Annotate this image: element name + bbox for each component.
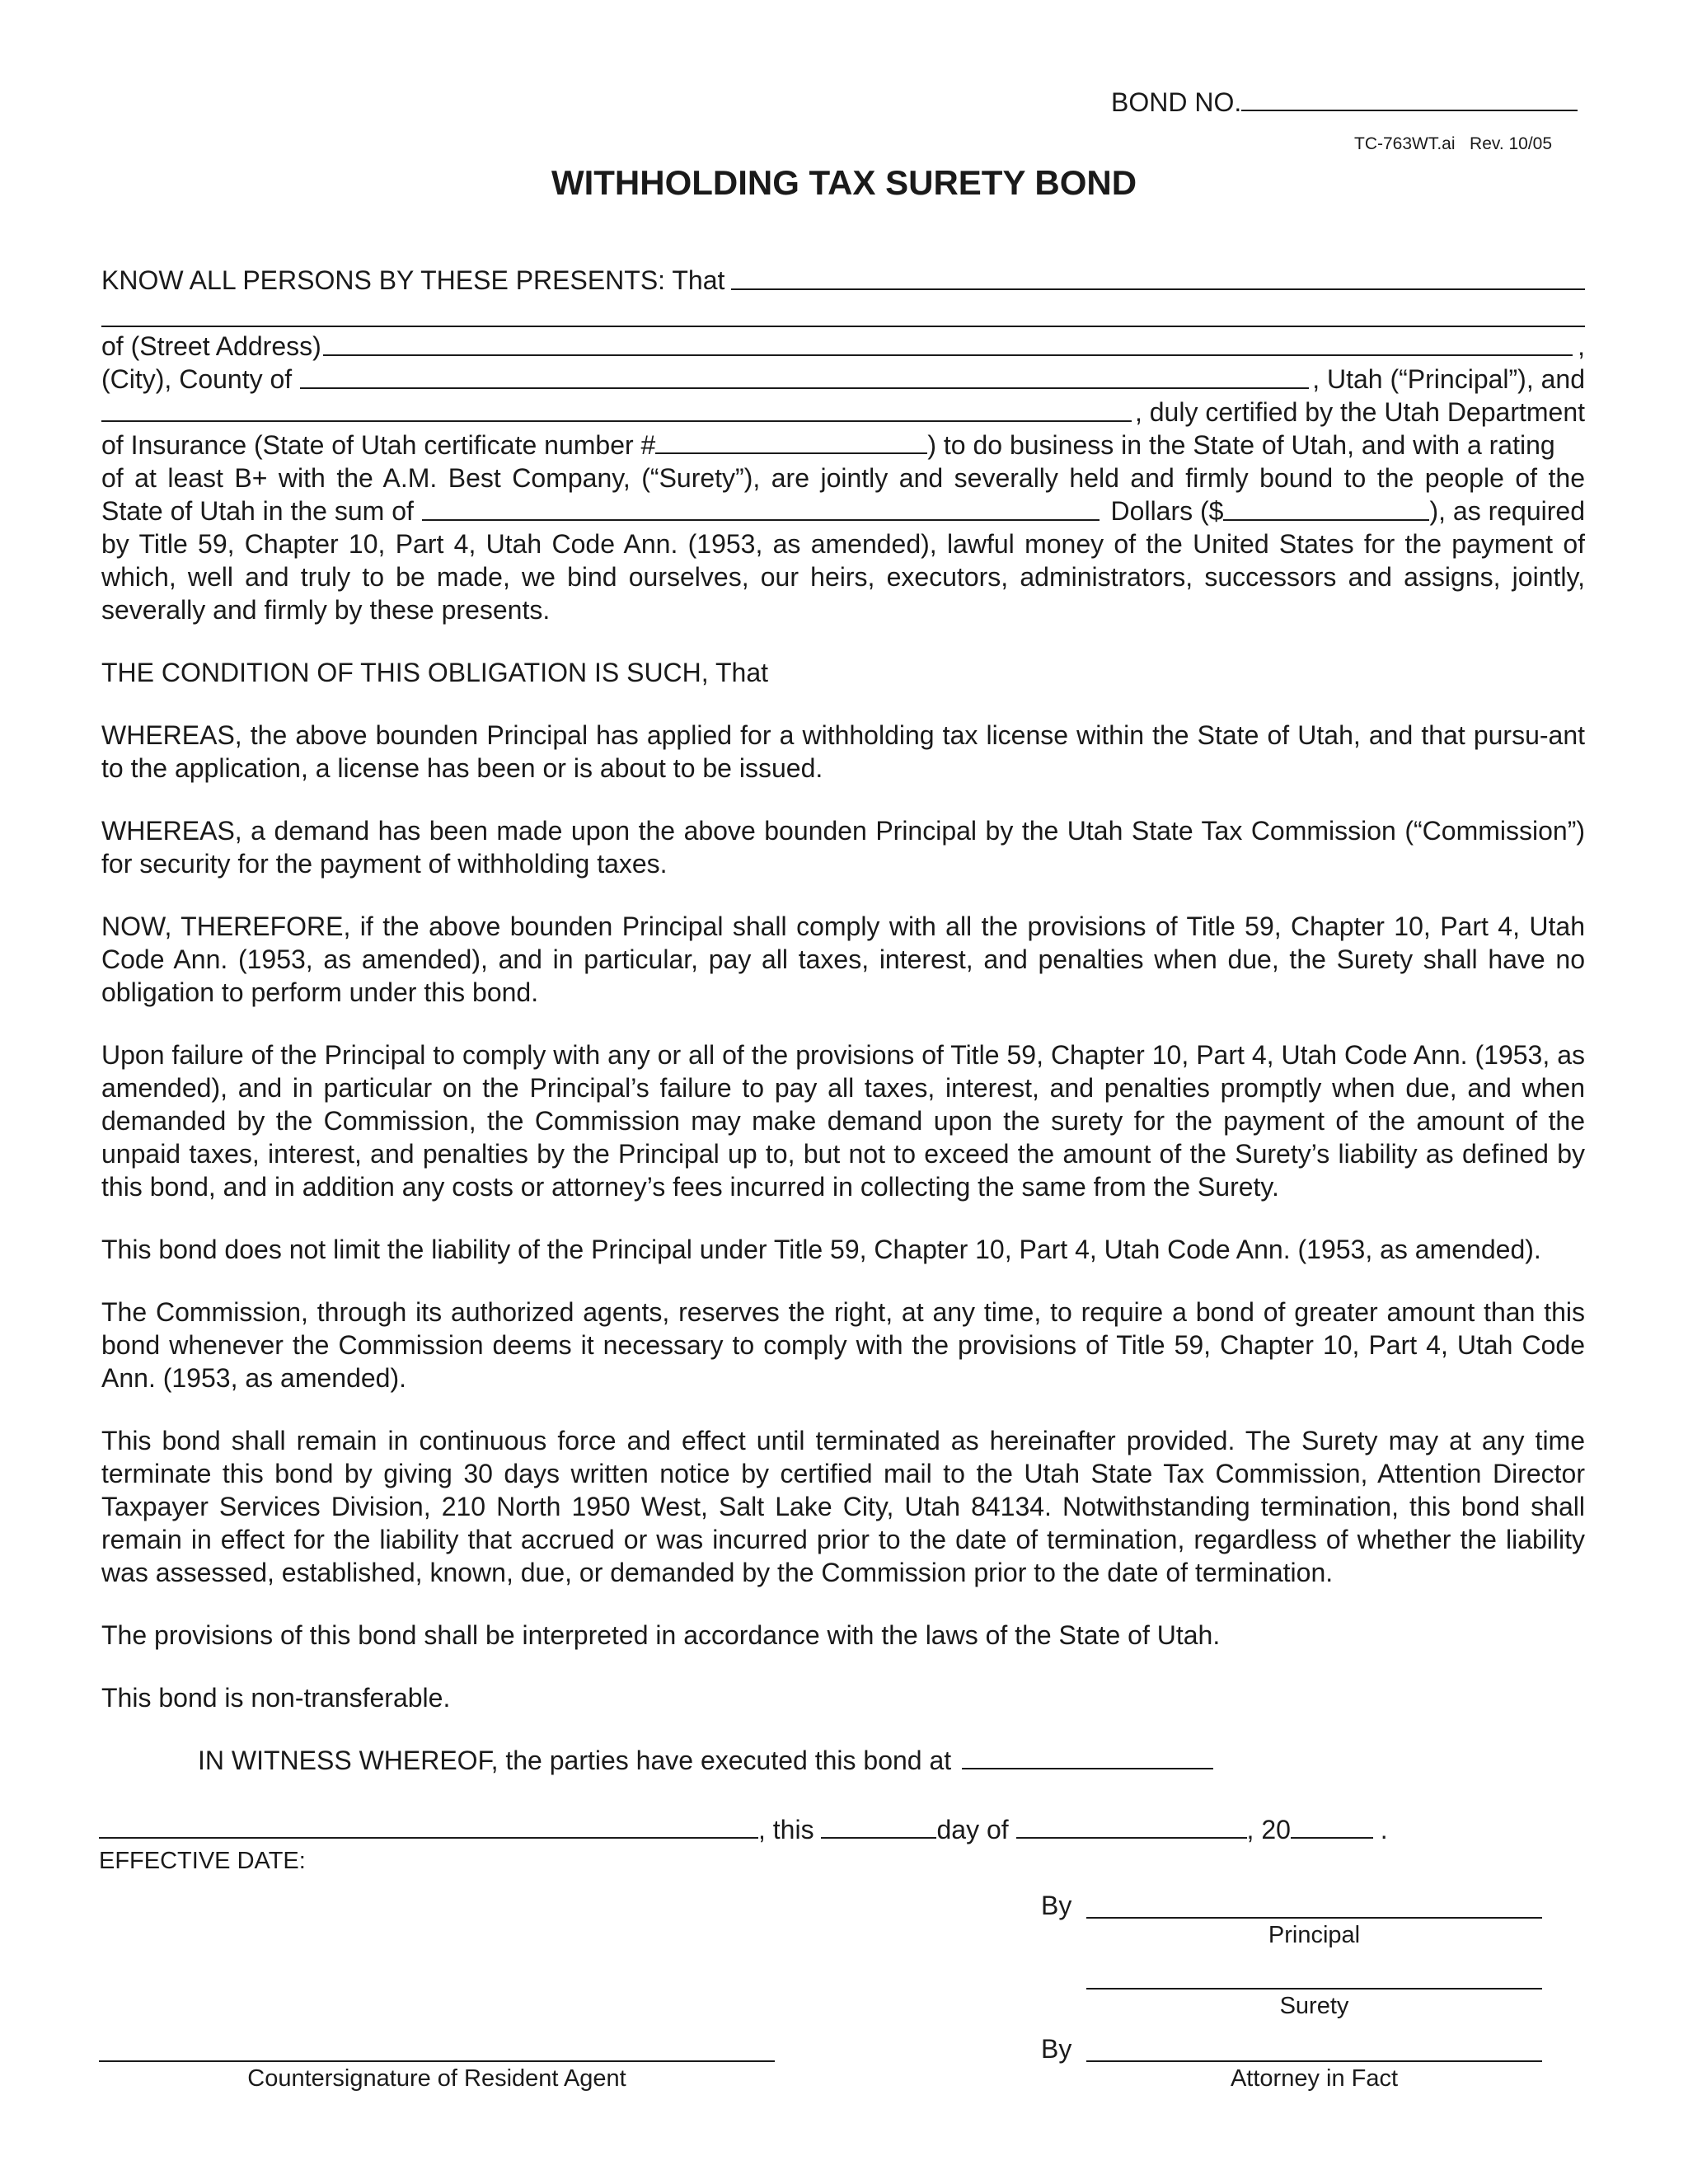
surety-name-field[interactable] xyxy=(101,420,1132,422)
principal-name-field[interactable] xyxy=(731,288,1585,290)
non-transferable-paragraph: This bond is non-transferable. xyxy=(101,1683,451,1713)
rating-row xyxy=(101,462,1585,494)
month-field[interactable] xyxy=(1016,1836,1247,1839)
execution-place-field[interactable] xyxy=(99,1836,758,1839)
dollars-label: Dollars ($ xyxy=(1110,496,1224,526)
rating-text: of at least B+ with the A.M. Best Company, (“Surety”), are jointly and severally held and firmly bound to the people of the xyxy=(101,463,1585,493)
witness-label: IN WITNESS WHEREOF, the parties have executed this bond at xyxy=(198,1746,952,1775)
sum-words-field[interactable] xyxy=(422,519,1100,521)
to-do-business-label: ) to do business in the State of Utah, and with a rating xyxy=(927,430,1555,460)
execution-date-row xyxy=(99,1813,1388,1846)
twenty-label: , 20 xyxy=(1246,1815,1291,1844)
as-required-label: ), as required xyxy=(1429,496,1585,526)
know-all-label: KNOW ALL PERSONS BY THESE PRESENTS: That xyxy=(101,265,725,295)
day-field[interactable] xyxy=(821,1836,936,1839)
insurance-cert-text: of Insurance (State of Utah certificate number # xyxy=(101,430,656,460)
street-address-comma: , xyxy=(1578,331,1585,361)
period-label: . xyxy=(1380,1815,1388,1844)
street-address-label: of (Street Address) xyxy=(101,331,321,361)
principal-caption: Principal xyxy=(1268,1922,1361,1948)
duly-certified-label: , duly certified by the Utah Department xyxy=(1134,397,1585,427)
now-therefore-paragraph: NOW, THEREFORE, if the above bounden Principal shall comply with all the provisions of Title 59, Chapter 10, Part 4, Utah Code Ann. (1953, as amended), and in particular, pay all taxes, interest, and penalties when due, the Surety shall have no obligation to perform under this bond. xyxy=(101,912,1585,1007)
continuous-force-paragraph: This bond shall remain in continuous force and effect until terminated as hereinafter provided. The Surety may at any time terminate this bond by giving 30 days written notice by certified mail to the Utah State Tax Commission, Attention Director Taxpayer Services Division, 210 North 1950 West, Salt Lake City, Utah 84134. Notwithstanding termination, this bond shall remain in effect for the liability that accrued or was incurred prior to the date of termination, regardless of whether the liability was assessed, established, known, due, or demanded by the Commission prior to the date of termination. xyxy=(101,1426,1585,1587)
form-id: TC-763WT.ai Rev. 10/05 xyxy=(1354,134,1553,153)
witness-row xyxy=(198,1744,1213,1777)
condition-paragraph: THE CONDITION OF THIS OBLIGATION IS SUCH, That xyxy=(101,658,768,687)
by-principal-label: By xyxy=(1041,1891,1072,1920)
whereas-demand-paragraph: WHEREAS, a demand has been made upon the above bounden Principal by the Utah State Tax Commission (“Commission”) for security for the payment of withholding taxes. xyxy=(101,816,1585,879)
principal-signature-field[interactable] xyxy=(1086,1917,1542,1919)
countersignature-caption: Countersignature of Resident Agent xyxy=(247,2065,626,2092)
attorney-signature-field[interactable] xyxy=(1086,2060,1542,2062)
executed-location-field[interactable] xyxy=(962,1767,1213,1769)
not-limit-paragraph: This bond does not limit the liability of the Principal under Title 59, Chapter 10, Part 4, Utah Code Ann. (1953, as amended). xyxy=(101,1235,1541,1264)
certificate-number-field[interactable] xyxy=(655,452,927,454)
county-field[interactable] xyxy=(300,387,1309,389)
provisions-paragraph: The provisions of this bond shall be interpreted in accordance with the laws of the State of Utah. xyxy=(101,1620,1221,1650)
attorney-caption: Attorney in Fact xyxy=(1230,2065,1399,2092)
street-address-row xyxy=(101,330,1585,363)
sum-amount-field[interactable] xyxy=(1223,518,1429,521)
title59-paragraph: by Title 59, Chapter 10, Part 4, Utah Code Ann. (1953, as amended), lawful money of the United States for the payment of which, well and truly to be made, we bind ourselves, our heirs, executors, administrators, successors and assigns, jointly, severally and firmly by these presents. xyxy=(101,529,1585,625)
sum-of-label: State of Utah in the sum of xyxy=(101,496,414,526)
sum-row xyxy=(101,494,1585,527)
surety-name-row xyxy=(101,396,1585,429)
city-county-row xyxy=(101,363,1585,396)
upon-failure-paragraph: Upon failure of the Principal to comply with any or all of the provisions of Title 59, Chapter 10, Part 4, Utah Code Ann. (1953, as amended), and in particular on the Principal’s failure to pay all taxes, interest, and penalties promptly when due, and when demanded by the Commission, the Commission may make demand upon the surety for the payment of the amount of the unpaid taxes, interest, and penalties by the Principal up to, but not to exceed the amount of the Surety’s liability as defined by this bond, and in addition any costs or attorney’s fees incurred in collecting the same from the Surety. xyxy=(101,1040,1585,1202)
this-label: , this xyxy=(758,1815,814,1844)
commission-right-paragraph: The Commission, through its authorized agents, reserves the right, at any time, to require a bond of greater amount than this bond whenever the Commission deems it necessary to comply with the provisions of Title 59, Chapter 10, Part 4, Utah Code Ann. (1953, as amended). xyxy=(101,1297,1585,1393)
effective-date-label: EFFECTIVE DATE: xyxy=(99,1848,306,1874)
surety-caption: Surety xyxy=(1279,1993,1349,2019)
countersignature-field[interactable] xyxy=(99,2060,775,2062)
bond-number-row xyxy=(1111,86,1578,119)
know-all-row xyxy=(101,264,1585,297)
surety-signature-field[interactable] xyxy=(1086,1988,1542,1990)
page-title: WITHHOLDING TAX SURETY BOND xyxy=(551,163,1137,202)
street-address-field[interactable] xyxy=(323,354,1573,356)
day-of-label: day of xyxy=(936,1815,1009,1844)
year-field[interactable] xyxy=(1291,1836,1373,1839)
whereas-license-paragraph: WHEREAS, the above bounden Principal has applied for a withholding tax license within the State of Utah, and that pursu-ant to the application, a license has been or is about to be issued. xyxy=(101,720,1585,783)
by-attorney-label: By xyxy=(1041,2034,1072,2064)
principal-name-field-2[interactable] xyxy=(101,326,1585,327)
city-county-label: (City), County of xyxy=(101,364,293,394)
insurance-cert-label xyxy=(101,429,1555,462)
bond-no-label: BOND NO. xyxy=(1111,87,1242,117)
bond-no-field[interactable] xyxy=(1241,109,1578,111)
insurance-cert-row xyxy=(101,429,1585,462)
utah-principal-label: , Utah (“Principal”), and xyxy=(1312,364,1585,394)
